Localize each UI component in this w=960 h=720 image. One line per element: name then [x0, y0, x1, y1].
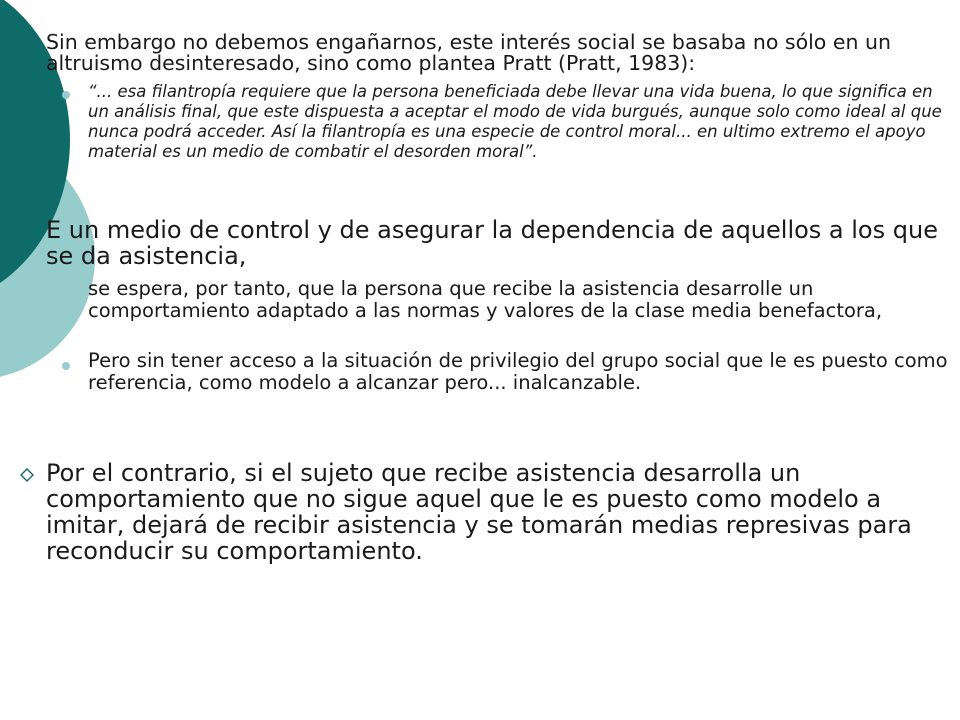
sub-bullet-pero-text: Pero sin tener acceso a la situación de privilegio del grupo social que le es puesto como referencia, como modelo a alcanzar pero... inalcanzable.	[88, 349, 948, 394]
bullet-intro	[46, 32, 946, 74]
sub-bullet-quote-text: “... esa filantropía requiere que la persona beneficiada debe llevar una vida buena, lo que significa en un análisis final, que este dispuesta a aceptar el modo de vida burgués, aunque solo como ideal al que nunca podrá acceder. Así la filantropía es una especie de control moral... en ultimo extremo el apoyo material es un medio de combatir el desorden moral”.	[88, 82, 942, 161]
bullet-contrario	[46, 460, 946, 564]
bullet-contrario-text: Por el contrario, si el sujeto que recibe asistencia desarrolla un comportamiento que no sigue aquel que le es puesto como modelo a imitar, dejará de recibir asistencia y se tomarán medias represivas para reconducir su comportamiento.	[46, 459, 912, 565]
hollow-diamond-bullet-icon	[20, 468, 34, 482]
round-bullet-icon	[62, 362, 70, 370]
round-bullet-icon	[62, 91, 70, 99]
hollow-diamond-bullet-icon	[20, 36, 34, 50]
round-bullet-icon	[62, 286, 70, 294]
sub-bullet-espera	[88, 278, 953, 322]
sub-bullet-quote	[88, 82, 953, 162]
sub-bullet-espera-text: se espera, por tanto, que la persona que recibe la asistencia desarrolle un comportamiento adaptado a las normas y valores de la clase media benefactora,	[88, 277, 883, 322]
paragraph-medio-text: E un medio de control y de asegurar la dependencia de aquellos a los que se da asistencia,	[46, 216, 938, 270]
sub-bullet-pero	[88, 350, 953, 394]
bullet-intro-text: Sin embargo no debemos engañarnos, este interés social se basaba no sólo en un altruismo desinteresado, sino como plantea Pratt (Pratt, 1983):	[46, 30, 891, 75]
paragraph-medio	[46, 217, 946, 269]
